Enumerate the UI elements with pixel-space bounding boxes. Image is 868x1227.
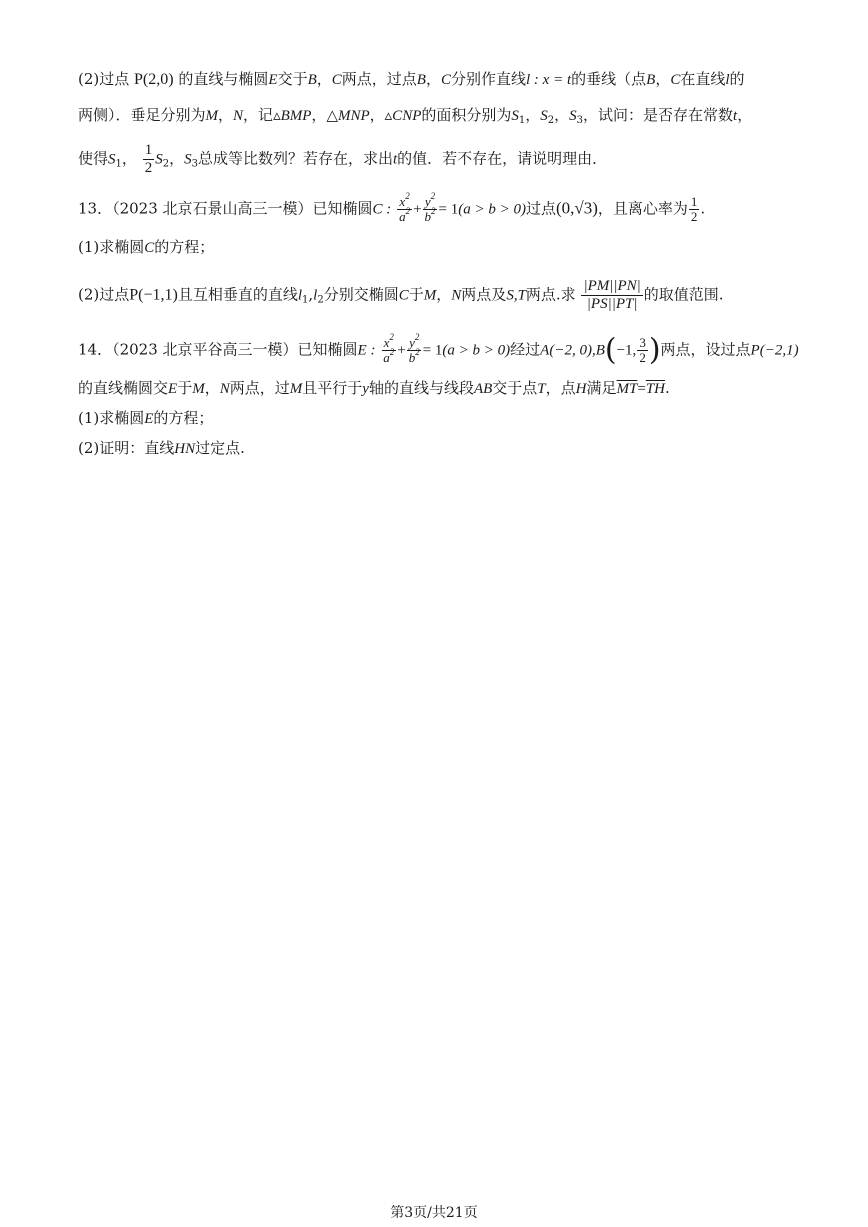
fraction-x2-a2: $\frac{x^2}{a^2}$ [399,191,411,224]
p13-q2: (2)过点P(−1,1)且互相垂直的直线$l_1,l_2$分别交椭圆C于M，N两点及S,T两点.求 $\frac{|PM||PN|}{|PS||PT|}$ 的取值范围. [78,278,724,312]
fraction-x2-a2: $\frac{x^2}{a^2}$ [383,332,395,365]
fraction-y2-b2: $\frac{y^2}{b^2}$ [424,191,436,224]
fraction-eccentricity: $\frac{1}{2}$ [690,194,698,224]
p14-line-1: 14．（2023 北京平谷高三一模）已知椭圆E : $\frac{x^2}{a^2}$ + $\frac{y^2}{b^2}$ = 1(a > b > 0)经过A(−2, 0),B(−1, $\frac{3}{2}$ )两点，设过点P(−2,1) [78,332,799,368]
page-number: 第3页/共21页 [390,1205,478,1221]
fraction-y2-b2: $\frac{y^2}{b^2}$ [408,332,420,365]
p12-line-2: 两侧）．垂足分别为M，N，记▵BMP，△MNP，▵CNP的面积分别为$S_1$，$S_2$，$S_3$，试问：是否存在常数t， [78,106,753,126]
p13-line-1: 13．（2023 北京石景山高三一模）已知椭圆C : $\frac{x^2}{a^2}$ + $\frac{y^2}{b^2}$ = 1(a > b > 0)过点(0,√3)，且离心率为 $\frac{1}{2}$ . [78,191,706,224]
p14-q2: (2)证明：直线HN过定点. [78,439,245,457]
p13-q1: (1)求椭圆C的方程； [78,238,215,256]
fraction-one-half: $\frac{1}{2}$ [144,142,153,176]
fraction-distance-ratio: $\frac{|PM||PN|}{|PS||PT|}$ [583,278,641,312]
fraction-three-halves: $\frac{3}{2}$ [639,335,646,365]
p14-q1: (1)求椭圆E的方程； [78,409,214,427]
p12-line-3: 使得$S_1$， $\frac{1}{2}$ $S_2$，$S_3$总成等比数列？若存在，求出t的值．若不存在，请说明理由． [78,142,608,176]
p14-line-2: 的直线椭圆交E于M，N两点，过M且平行于y轴的直线与线段AB交于点T，点H满足$\overline{MT}=\overline{TH}$. [78,379,670,397]
p12-line-1: (2)过点 P(2,0) 的直线与椭圆E交于B，C两点，过点B，C分别作直线l : x = t的垂线（点B，C在直线l的 [78,70,745,88]
